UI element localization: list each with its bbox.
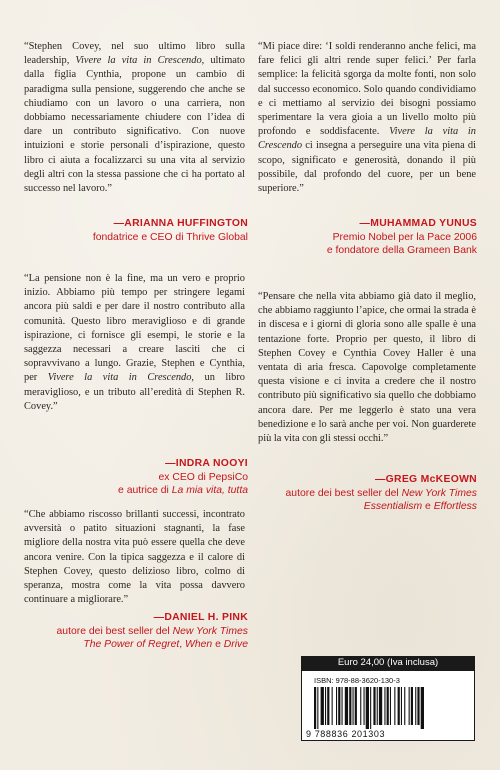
book-title-italic: Vivere la vita in Crescendo [75, 55, 202, 67]
barcode-bar [415, 687, 416, 725]
barcode-bar [370, 687, 371, 729]
quote-text: ci insegna a perseguire una vita piena di scopo, significato e generosità, donando il più possibile, dal profondo del cuore, per un bene superiore.” [258, 140, 476, 195]
barcode-bar [364, 687, 365, 725]
attribution-nooyi [24, 457, 248, 498]
barcode-bar [325, 687, 326, 725]
quote-nooyi [24, 272, 245, 414]
barcode-bar [398, 687, 400, 725]
author-role [258, 500, 477, 514]
barcode-bar [373, 687, 375, 725]
role-text: e [212, 639, 224, 650]
quote-text: , ultimato dalla figlia Cynthia, propone un cambio di paradigma sulla pensione, suggerendo che anche se chiudiamo con un lavoro o una carriera, non dobbiamo necessariamente chiudere con l’idea di dare un contributo significativo. Con nuove intuizioni e storie personali d’ispirazione, questo libro ci aiuta a focalizzarci su una vita al servizio degli altri con la stessa passione che ci ha portato al successo nel lavoro.” [24, 55, 245, 195]
book-title-italic: Drive [223, 639, 248, 650]
book-title-italic: When [185, 639, 213, 650]
quote-text: “Pensare che nella vita abbiamo già dato il meglio, che abbiamo raggiunto l’apice, che ormai la strada è in discesa e i giorni di gloria sono alle spalle è una tentazione forte. Proprio per questo, il libro di Stephen Covey e Cynthia Covey Haller è una ventata di aria fresca. Capovolge completamente questa visione e ci invita a credere che il nostro contributo più significativo sia quello che dobbiamo ancora dare. Per me leggerlo è stato una vera benedizione e lo sarà anche per voi. Non guarderete più la vita con gli stessi occhi.” [258, 291, 476, 445]
attribution-mckeown [258, 473, 477, 514]
author-role [258, 487, 477, 501]
author-name: —ARIANNA HUFFINGTON [113, 218, 248, 229]
quote-pink [24, 508, 245, 607]
author-role: e fondatore della Grameen Bank [326, 245, 477, 256]
book-title-italic: Vivere la vita in Crescendo [47, 372, 192, 384]
book-title-italic: The Power of Regret [83, 639, 180, 650]
book-title-italic: La mia vita, tutta [171, 485, 248, 496]
barcode-bar [366, 687, 369, 729]
barcode-bar [355, 687, 357, 725]
role-text: autore dei best seller del [285, 487, 402, 499]
author-role [24, 638, 248, 652]
price-label: Euro 24,00 (Iva inclusa) [301, 656, 475, 670]
author-role [24, 484, 248, 498]
role-text: , [179, 639, 186, 650]
quote-text: “Mi piace dire: ‘I soldi renderanno anche felici, ma fare felici gli altri rende super felici.’ Per farla semplice: la felicità sgorga da molte fonti, non solo dal successo economico. Solo quando condividiamo e ci mettiamo al servizio dei bisogni possiamo sperimentare la vera gioia a un livello molto più profondo e soddisfacente. [258, 41, 476, 138]
book-title-italic: Vivere la vita in Crescendo [258, 126, 476, 152]
attribution-yunus [258, 217, 477, 258]
barcode-icon [310, 687, 468, 729]
barcode-bar [404, 687, 405, 725]
barcode-bar [360, 687, 361, 725]
barcode-bar [342, 687, 343, 725]
barcode-bar [411, 687, 413, 725]
quote-yunus [258, 40, 476, 196]
barcode-bar [384, 687, 385, 725]
quote-mckeown [258, 290, 476, 446]
newspaper-italic: New York Times [172, 625, 248, 637]
barcode-panel [301, 670, 475, 741]
role-text: e [422, 501, 434, 512]
barcode-bar [421, 687, 424, 729]
author-role: Premio Nobel per la Pace 2006 [332, 231, 477, 243]
barcode-bar [338, 687, 340, 725]
barcode-bar [390, 687, 391, 725]
quote-text: “La pensione non è la fine, ma un vero e proprio inizio. Abbiamo più tempo per stringere legami ancora più saldi e per dare il nostro contributo alla comunità. Questo libro meraviglioso e di grande ispirazione, ci fornisce gli esempi, le storie e la saggezza necessari a creare lasciti che ci sopravvivano a lungo. Grazie, Stephen e Cynthia, per [24, 273, 245, 384]
barcode-bar [321, 687, 324, 725]
book-title-italic: Essentialism [363, 501, 423, 512]
author-role: ex CEO di PepsiCo [158, 471, 248, 483]
barcode-digits: 9 788836 201303 [306, 729, 386, 739]
barcode-bar [353, 687, 354, 725]
barcode-bar [417, 687, 419, 725]
attribution-huffington [24, 217, 248, 244]
author-name: —INDRA NOOYI [165, 458, 248, 469]
barcode-bar [379, 687, 382, 725]
barcode-bar [317, 687, 318, 729]
barcode-bar [401, 687, 402, 725]
quote-text: “Stephen Covey, nel suo ultimo libro sulla leadership, [24, 41, 245, 67]
attribution-pink [24, 611, 248, 652]
book-title-italic: Effortless [433, 501, 477, 512]
author-name: —DANIEL H. PINK [153, 612, 248, 623]
author-role [24, 625, 248, 639]
barcode-bar [314, 687, 316, 729]
role-text: e autrice di [118, 485, 172, 496]
isbn-text: ISBN: 978-88-3620-130-3 [314, 676, 400, 685]
newspaper-italic: New York Times [401, 487, 477, 499]
price-barcode-box [301, 656, 475, 741]
barcode-bar [336, 687, 337, 725]
barcode-bar [332, 687, 333, 725]
quote-text: “Che abbiamo riscosso brillanti successi, incontrato avversità o patito situazioni stagnanti, la fase migliore della nostra vita può essere quella che deve ancora venire. Con la tipica saggezza e il calore di Stephen Covey, questo delizioso libro, colmo di speranza, mostra come la vita possa davvero continuare a migliorare.” [24, 509, 245, 606]
barcode-bar [349, 687, 351, 725]
author-name: —GREG McKEOWN [374, 474, 477, 485]
barcode-bar [409, 687, 410, 725]
barcode-bar [327, 687, 329, 725]
barcode-bar [377, 687, 378, 725]
barcode-bar [387, 687, 389, 725]
author-role: fondatrice e CEO di Thrive Global [92, 231, 248, 243]
role-text: autore dei best seller del [56, 625, 173, 637]
quote-huffington [24, 40, 245, 196]
author-name: —MUHAMMAD YUNUS [359, 218, 477, 229]
quote-text: , un libro meraviglioso, e un tributo all’eredità di Stephen R. Covey.” [24, 372, 245, 412]
barcode-bar [394, 687, 395, 725]
barcode-bar [345, 687, 348, 725]
